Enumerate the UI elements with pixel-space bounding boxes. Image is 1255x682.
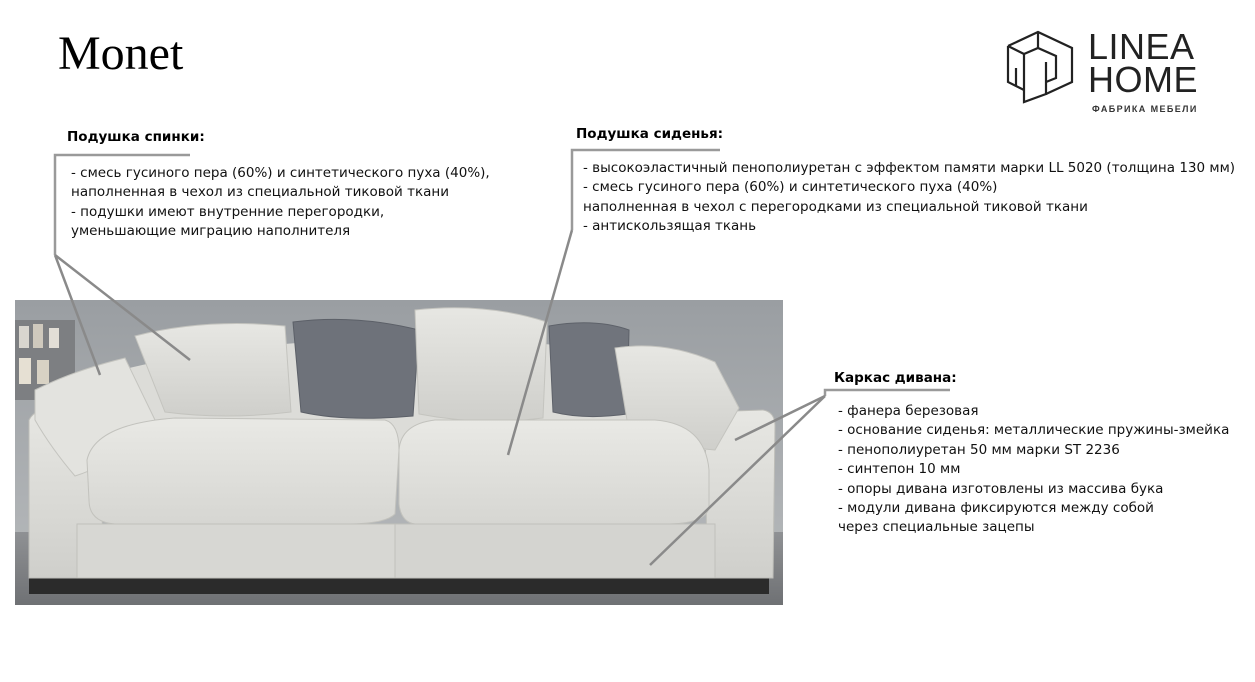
- frame-line: - модули дивана фиксируются между собой: [838, 500, 1154, 517]
- back-cushion-heading: Подушка спинки:: [67, 129, 205, 145]
- logo-mark-icon: [1000, 26, 1080, 108]
- seat-cushion-line: - высокоэластичный пенополиуретан с эффектом памяти марки LL 5020 (толщина 130 мм): [583, 160, 1236, 176]
- logo-wordmark: [1088, 26, 1198, 100]
- seat-cushion-line: - смесь гусиного пера (60%) и синтетического пуха (40%): [583, 179, 998, 196]
- frame-line: - основание сиденья: металлические пружины-змейка: [838, 422, 1230, 439]
- frame-line: - фанера березовая: [838, 403, 979, 419]
- logo-line2: HOME: [1088, 59, 1198, 100]
- back-cushion-line: наполненная в чехол из специальной тиковой ткани: [71, 184, 449, 201]
- frame-line: - синтепон 10 мм: [838, 461, 961, 478]
- seat-cushion-heading: Подушка сиденья:: [576, 126, 724, 142]
- seat-cushion-line: - антискользящая ткань: [583, 218, 757, 235]
- back-cushion-line: - смесь гусиного пера (60%) и синтетического пуха (40%),: [71, 165, 490, 181]
- seat-cushion-line: наполненная в чехол с перегородками из специальной тиковой ткани: [583, 198, 1088, 215]
- back-cushion-line: - подушки имеют внутренние перегородки,: [71, 203, 385, 220]
- frame-text: [838, 402, 1229, 538]
- frame-heading: Каркас дивана:: [834, 370, 957, 386]
- back-cushion-text: [71, 164, 490, 242]
- back-cushion-line: уменьшающие миграцию наполнителя: [71, 223, 351, 240]
- frame-line: через специальные зацепы: [838, 519, 1035, 536]
- seat-cushion-text: [583, 159, 1235, 237]
- brand-logo: [1000, 26, 1225, 121]
- logo-tagline: ФАБРИКА МЕБЕЛИ: [1092, 104, 1198, 114]
- frame-line: - опоры дивана изготовлены из массива бука: [838, 480, 1164, 497]
- frame-line: - пенополиуретан 50 мм марки ST 2236: [838, 441, 1120, 458]
- sofa-photo: [15, 300, 783, 605]
- logo-line1: LINEA: [1088, 26, 1195, 67]
- page-title: Monet: [58, 27, 184, 80]
